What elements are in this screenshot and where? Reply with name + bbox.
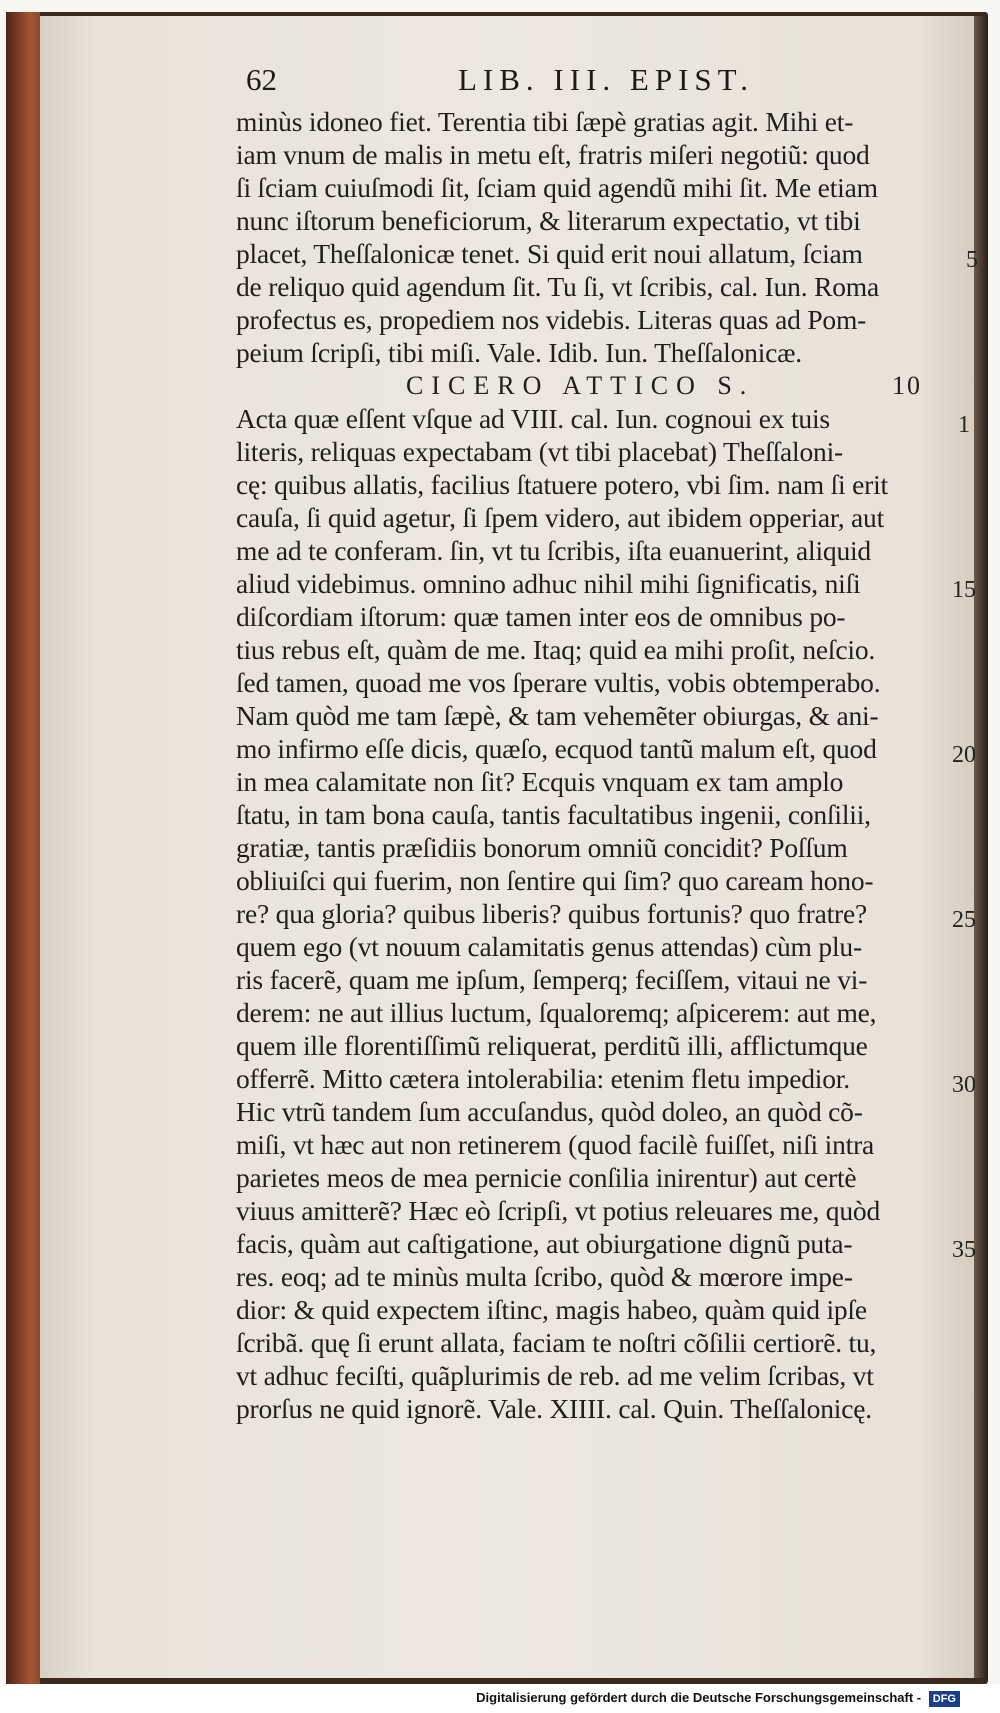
dfg-logo-icon: DFG: [929, 1691, 960, 1707]
text-line: ris facerẽ, quam me ipſum, ſemperq; feciſſem, vitaui ne vi-: [236, 964, 868, 995]
margin-line-number: 5: [966, 247, 978, 273]
credit-text: Digitalisierung gefördert durch die Deutsche Forschungsgemeinschaft -: [476, 1690, 922, 1705]
text-line: quem ille florentiſſimũ reliquerat, perditũ illi, afflictumque: [236, 1030, 868, 1061]
text-line: peium ſcripſi, tibi miſi. Vale. Idib. Iun. Theſſalonicæ.: [236, 337, 802, 368]
text-line: cę: quibus allatis, facilius ſtatuere potero, vbi ſim. nam ſi erit: [236, 469, 888, 500]
text-line: prorſus ne quid ignorẽ. Vale. XIIII. cal. Quin. Theſſalonicę.: [236, 1393, 872, 1424]
text-line: re? qua gloria? quibus liberis? quibus fortunis? quo fratre?: [236, 898, 867, 929]
text-line: parietes meos de mea pernicie conſilia inirentur) aut certè: [236, 1162, 857, 1193]
text-block: [236, 105, 946, 1425]
text-line: Acta quæ eſſent vſque ad VIII. cal. Iun. cognoui ex tuis: [236, 403, 830, 434]
letter-heading-text: CICERO ATTICO S.: [406, 371, 755, 400]
letter-number: 10: [892, 371, 922, 400]
text-line: mo infirmo eſſe dicis, quæſo, ecquod tantũ malum eſt, quod: [236, 733, 877, 764]
margin-line-number: 1: [958, 412, 970, 438]
text-line: literis, reliquas expectabam (vt tibi placebat) Theſſaloni-: [236, 436, 843, 467]
text-line: nunc iſtorum beneficiorum, & literarum expectatio, vt tibi: [236, 205, 861, 236]
text-line: res. eoq; ad te minùs multa ſcribo, quòd & mœrore impe-: [236, 1261, 853, 1292]
text-line: diſcordiam iſtorum: quæ tamen inter eos de omnibus po-: [236, 601, 846, 632]
text-line: quem ego (vt nouum calamitatis genus attendas) cùm plu-: [236, 931, 862, 962]
running-head: LIB. III. EPIST.: [458, 62, 755, 97]
text-line: viuus amitterẽ? Hæc eò ſcripſi, vt potius releuares me, quòd: [236, 1195, 880, 1226]
text-line: ſed tamen, quoad me vos ſperare vultis, vobis obtemperabo.: [236, 667, 881, 698]
letter-heading: [236, 369, 946, 402]
text-line: tius rebus eſt, quàm de me. Itaq; quid ea mihi proſit, neſcio.: [236, 634, 876, 665]
text-line: profectus es, propediem nos videbis. Literas quas ad Pom-: [236, 304, 867, 335]
text-line: miſi, vt hæc aut non retinerem (quod facilè fuiſſet, niſi intra: [236, 1129, 875, 1160]
text-line: de reliquo quid agendum ſit. Tu ſi, vt ſcribis, cal. Iun. Roma: [236, 271, 879, 302]
text-line: cauſa, ſi quid agetur, ſi ſpem videro, aut ibidem opperiar, aut: [236, 502, 885, 533]
text-line: Nam quòd me tam ſæpè, & tam vehemẽter obiurgas, & ani-: [236, 700, 879, 731]
margin-line-number: 30: [952, 1072, 976, 1098]
text-line: Hic vtrũ tandem ſum accuſandus, quòd doleo, an quòd cõ-: [236, 1096, 863, 1127]
page-header: [0, 62, 1000, 102]
text-line: vt adhuc feciſti, quãplurimis de reb. ad me velim ſcribas, vt: [236, 1360, 874, 1391]
text-line: ſi ſciam cuiuſmodi ſit, ſciam quid agendũ mihi ſit. Me etiam: [236, 172, 878, 203]
text-line: minùs idoneo fiet. Terentia tibi ſæpè gratias agit. Mihi et-: [236, 106, 854, 137]
book-edge-left: [6, 12, 40, 1684]
text-line: me ad te conferam. ſin, vt tu ſcribis, iſta euanuerint, aliquid: [236, 535, 871, 566]
text-line: dior: & quid expectem iſtinc, magis habeo, quàm quid ipſe: [236, 1294, 867, 1325]
text-line: gratiæ, tantis præſidiis bonorum omniũ concidit? Poſſum: [236, 832, 848, 863]
text-line: iam vnum de malis in metu eſt, fratris miſeri negotiũ: quod: [236, 139, 870, 170]
text-line: ſcribã. quę ſi erunt allata, faciam te noſtri cõſilii certiorẽ. tu,: [236, 1327, 877, 1358]
digitization-credit: [476, 1690, 960, 1707]
text-line: offerrẽ. Mitto cætera intolerabilia: etenim fletu impedior.: [236, 1063, 850, 1094]
text-line: in mea calamitate non ſit? Ecquis vnquam ex tam amplo: [236, 766, 844, 797]
margin-line-number: 15: [952, 577, 976, 603]
text-line: obliuiſci qui fuerim, non ſentire qui ſim? quo caream hono-: [236, 865, 874, 896]
text-line: ſtatu, in tam bona cauſa, tantis facultatibus ingenii, conſilii,: [236, 799, 871, 830]
margin-line-number: 25: [952, 907, 976, 933]
margin-line-number: 20: [952, 742, 976, 768]
text-line: derem: ne aut illius luctum, ſqualoremq; aſpicerem: aut me,: [236, 997, 877, 1028]
page-number: 62: [246, 62, 277, 97]
text-line: aliud videbimus. omnino adhuc nihil mihi ſignificatis, niſi: [236, 568, 861, 599]
text-line: placet, Theſſalonicæ tenet. Si quid erit noui allatum, ſciam: [236, 238, 863, 269]
text-line: facis, quàm aut caſtigatione, aut obiurgatione dignũ puta-: [236, 1228, 853, 1259]
margin-line-number: 35: [952, 1237, 976, 1263]
